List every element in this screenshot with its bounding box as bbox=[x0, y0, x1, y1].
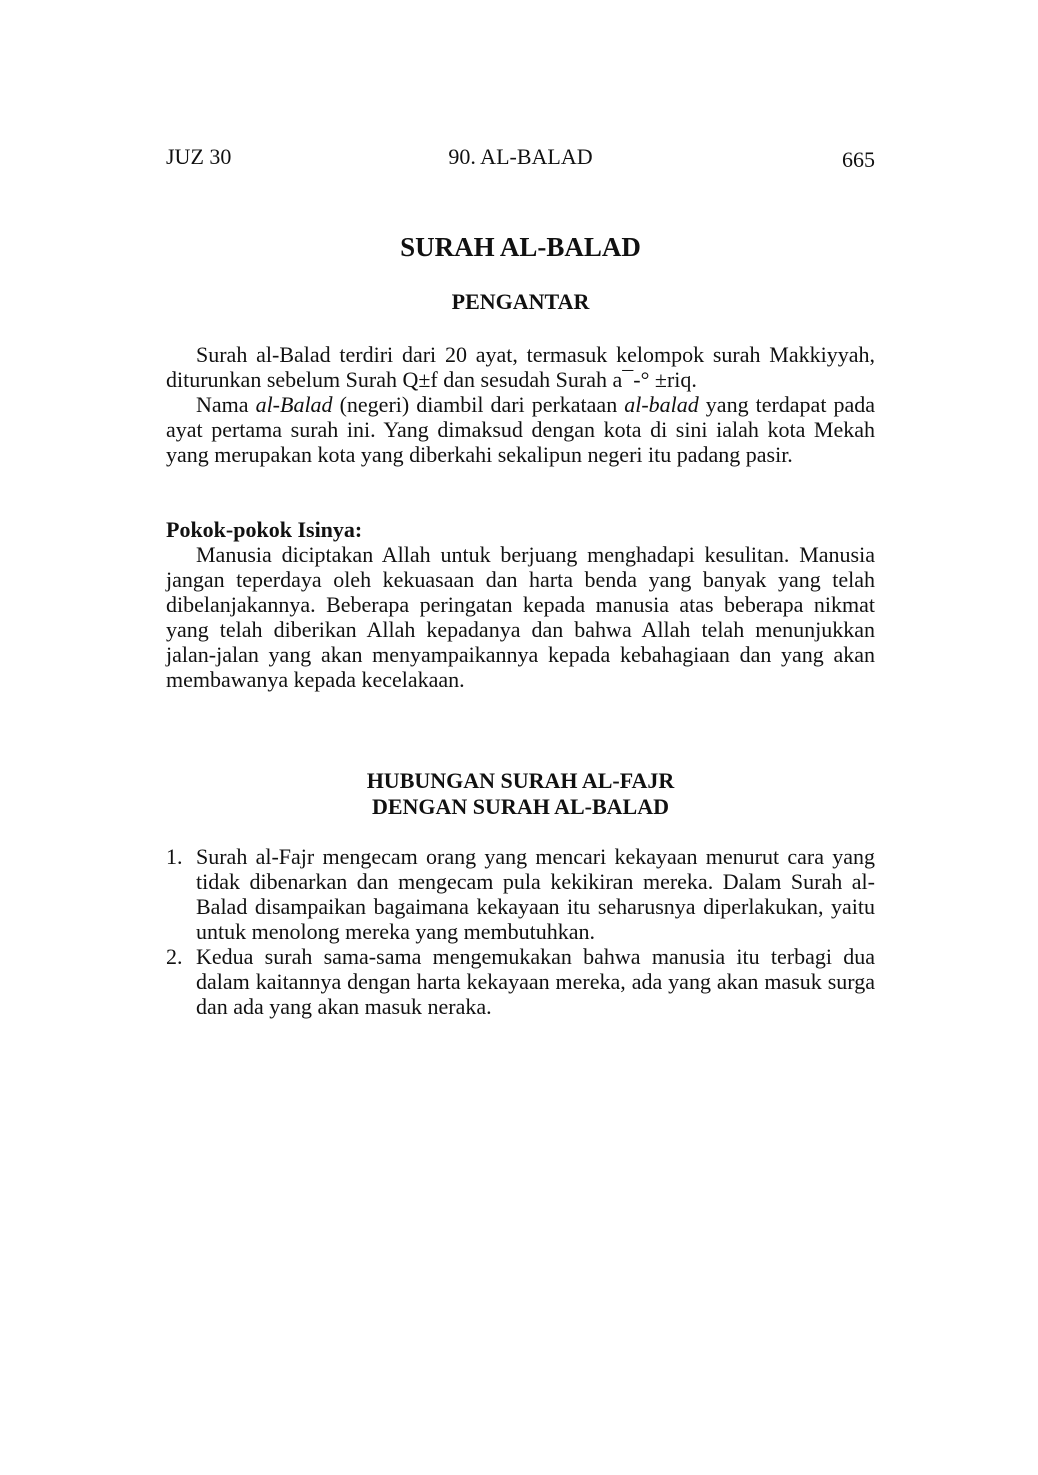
list-item bbox=[166, 844, 875, 944]
hubungan-title bbox=[166, 768, 875, 820]
italic-term: al-Balad bbox=[255, 392, 333, 417]
hubungan-title-line-2: DENGAN SURAH AL-BALAD bbox=[371, 794, 670, 819]
hubungan-title-line-1: HUBUNGAN SURAH AL-FAJR bbox=[366, 768, 675, 793]
intro-paragraph-1: Surah al-Balad terdiri dari 20 ayat, termasuk kelompok surah Makkiyyah, diturunkan sebelum Surah Q±f dan sesudah Surah a¯-° ±riq. bbox=[166, 342, 875, 392]
pokok-section bbox=[166, 517, 875, 692]
intro-text: yang terdapat pada ayat pertama surah ini. Yang dimaksud dengan kota di sini ialah kota Mekah yang merupakan kota yang diberkahi sekalipun negeri itu padang pasir. bbox=[166, 392, 875, 467]
intro-text: (negeri) diambil dari perkataan bbox=[332, 392, 625, 417]
page-number: 665 bbox=[842, 147, 875, 172]
list-item-number: 1. bbox=[166, 844, 183, 869]
section-subtitle: PENGANTAR bbox=[451, 289, 590, 314]
list-item bbox=[166, 944, 875, 1019]
italic-term: al-balad bbox=[624, 392, 699, 417]
chapter-label: 90. AL-BALAD bbox=[448, 144, 593, 169]
running-header bbox=[166, 144, 875, 174]
intro-paragraph-2 bbox=[166, 392, 875, 467]
intro-section bbox=[166, 342, 875, 467]
pokok-heading: Pokok-pokok Isinya: bbox=[166, 517, 363, 542]
hubungan-list bbox=[166, 844, 875, 1019]
list-item-text: Kedua surah sama-sama mengemukakan bahwa manusia itu terbagi dua dalam kaitannya dengan harta kekayaan mereka, ada yang akan masuk surga dan ada yang akan masuk neraka. bbox=[196, 944, 875, 1019]
juz-label: JUZ 30 bbox=[166, 144, 232, 169]
intro-text: Nama bbox=[196, 392, 256, 417]
list-item-text: Surah al-Fajr mengecam orang yang mencari kekayaan menurut cara yang tidak dibenarkan dan mengecam pula kekikiran mereka. Dalam Surah al-Balad disampaikan bagaimana kekayaan itu seharusnya diperlakukan, yaitu untuk menolong mereka yang membutuhkan. bbox=[196, 844, 875, 944]
list-item-number: 2. bbox=[166, 944, 183, 969]
pokok-paragraph: Manusia diciptakan Allah untuk berjuang menghadapi kesulitan. Manusia jangan teperdaya oleh kekuasaan dan harta benda yang banyak yang telah dibelanjakannya. Beberapa peringatan kepada manusia atas beberapa nikmat yang telah diberikan Allah kepadanya dan bahwa Allah telah menunjukkan jalan-jalan yang akan menyampaikannya kepada kebahagiaan dan yang akan membawanya kepada kecelakaan. bbox=[166, 542, 875, 692]
page-title: SURAH AL-BALAD bbox=[400, 232, 641, 262]
